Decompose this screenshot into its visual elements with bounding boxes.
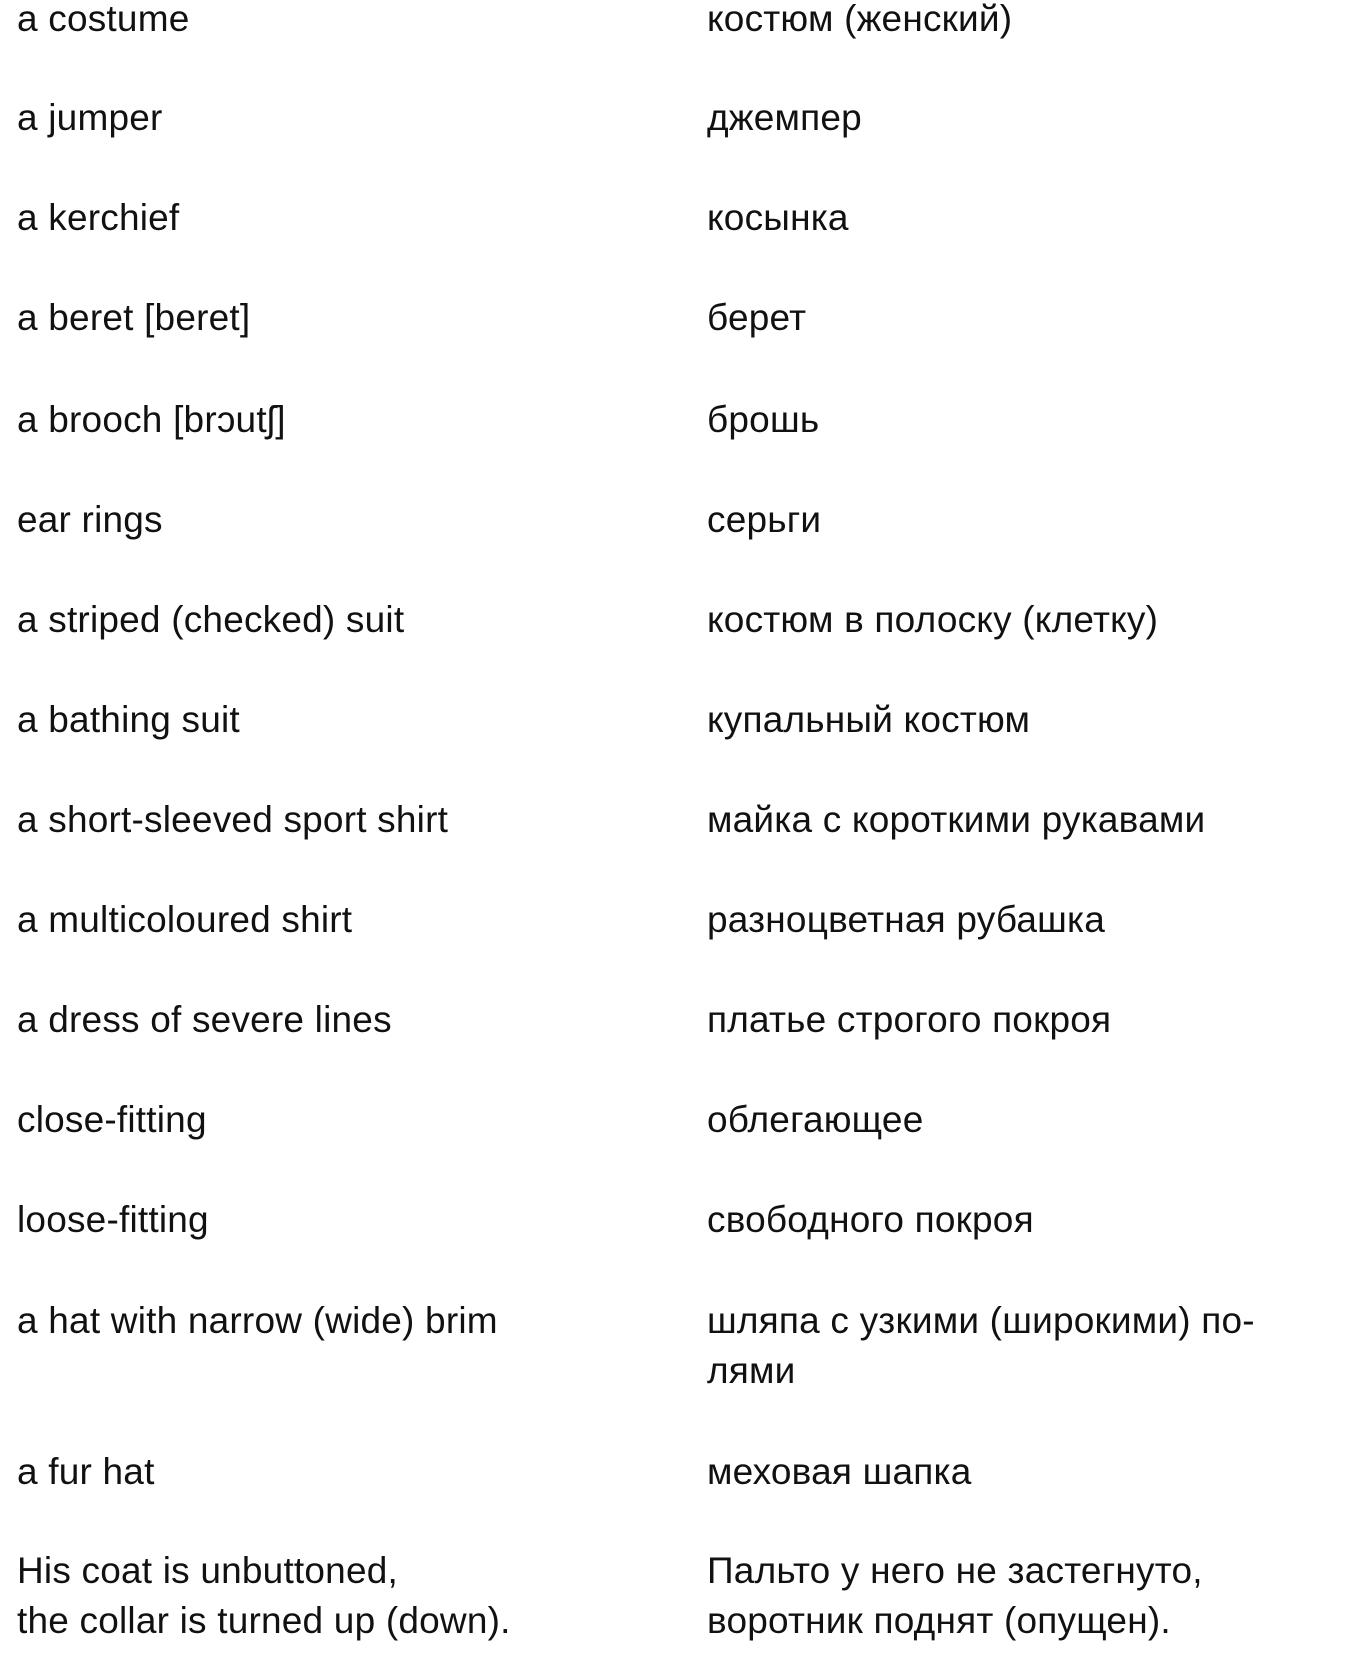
russian-translation: костюм (женский) xyxy=(707,0,1013,39)
english-term: a jumper xyxy=(17,97,163,138)
russian-translation: разноцветная рубашка xyxy=(707,899,1106,940)
russian-translation: серьги xyxy=(707,499,822,540)
english-term: close-fitting xyxy=(17,1099,207,1140)
russian-translation: свободного покроя xyxy=(707,1199,1034,1240)
english-term: His coat is unbuttoned, the collar is turned up (down). xyxy=(17,1550,511,1641)
english-term: a brooch [brɔutʃ] xyxy=(17,399,286,440)
english-term: a multicoloured shirt xyxy=(17,899,353,940)
russian-translation: Пальто у него не застегнуто, воротник поднят (опущен). xyxy=(707,1550,1203,1641)
english-term: a hat with narrow (wide) brim xyxy=(17,1300,498,1341)
russian-translation: берет xyxy=(707,297,807,338)
english-term: a kerchief xyxy=(17,197,180,238)
russian-translation: майка с короткими рукавами xyxy=(707,799,1206,840)
english-term: a fur hat xyxy=(17,1451,155,1492)
russian-translation: костюм в полоску (клетку) xyxy=(707,599,1159,640)
russian-translation: облегающее xyxy=(707,1099,924,1140)
english-term: a costume xyxy=(17,0,190,39)
english-term: ear rings xyxy=(17,499,163,540)
english-term: a short-sleeved sport shirt xyxy=(17,799,449,840)
russian-translation: брошь xyxy=(707,399,820,440)
russian-translation: косынка xyxy=(707,197,849,238)
russian-translation: джемпер xyxy=(707,97,862,138)
english-term: a dress of severe lines xyxy=(17,999,392,1040)
russian-translation: меховая шапка xyxy=(707,1451,972,1492)
russian-translation: шляпа с узкими (широкими) по- лями xyxy=(707,1300,1255,1391)
english-term: a striped (checked) suit xyxy=(17,599,405,640)
russian-translation: платье строгого покроя xyxy=(707,999,1112,1040)
english-term: a beret [beret] xyxy=(17,297,251,338)
russian-translation: купальный костюм xyxy=(707,699,1031,740)
english-term: a bathing suit xyxy=(17,699,240,740)
english-term: loose-fitting xyxy=(17,1199,209,1240)
